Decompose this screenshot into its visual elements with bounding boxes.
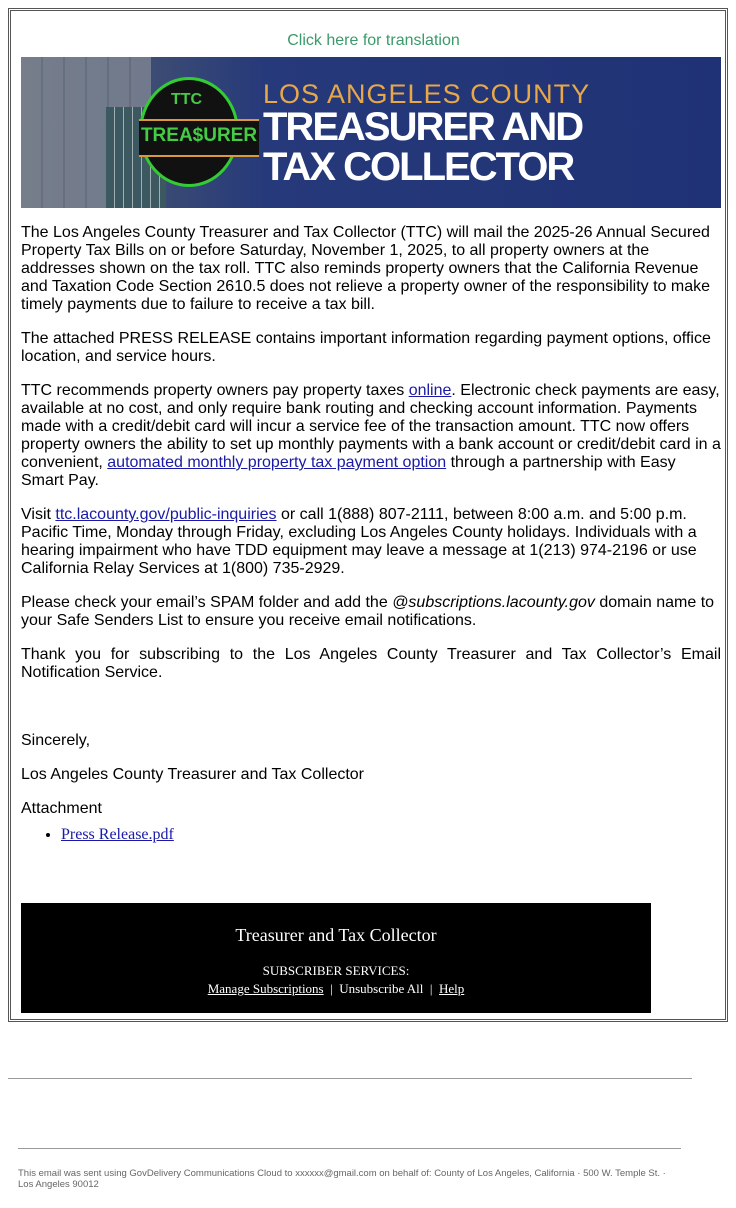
text: TTC recommends property owners pay property taxes [21, 382, 409, 399]
public-inquiries-link[interactable]: ttc.lacounty.gov/public-inquiries [55, 506, 277, 523]
paragraph-press-release: The attached PRESS RELEASE contains important information regarding payment options, office location, and service hours. [21, 330, 711, 365]
legal-footer: This email was sent using GovDelivery Communications Cloud to xxxxxx@gmail.com on behalf of: County of Los Angeles, California · 500 W. Temple St. · Los Angeles 90012 [18, 1168, 666, 1190]
translation-link[interactable]: Click here for translation [287, 32, 460, 49]
press-release-link[interactable]: Press Release.pdf [61, 826, 174, 843]
divider [18, 1148, 681, 1149]
footer-title: Treasurer and Tax Collector [235, 925, 437, 945]
manage-subscriptions-link[interactable]: Manage Subscriptions [207, 981, 324, 996]
subscriber-footer [21, 903, 651, 1013]
ttc-banner [21, 57, 721, 208]
text: through a partnership with Easy Smart Pay. [21, 454, 676, 489]
attachment-list [21, 826, 721, 844]
paragraph-spam [21, 594, 721, 630]
separator: | [429, 981, 433, 996]
attachment-item [61, 826, 721, 844]
subscriber-services-label: SUBSCRIBER SERVICES: [262, 963, 410, 978]
separator: | [330, 981, 333, 996]
divider [8, 1078, 692, 1079]
banner-title [263, 107, 582, 187]
footer-links [21, 981, 651, 997]
help-link[interactable]: Help [438, 981, 465, 996]
closing: Sincerely, [21, 732, 91, 749]
text: Please check your email’s SPAM folder and add the [21, 594, 393, 611]
text: Visit [21, 506, 56, 523]
email-body [21, 224, 721, 844]
attachment-label: Attachment [21, 800, 102, 817]
monthly-payment-link[interactable]: automated monthly property tax payment option [107, 454, 447, 471]
online-link[interactable]: online [408, 382, 452, 399]
text: . Electronic check payments are easy, available at no cost, and only require bank routing and checking account information. Payments made with a credit/debit card will incur a service fee of the transaction amount. TTC now offers property owners the ability to set up monthly payments with a bank account or credit/debit card in a convenient, [21, 382, 721, 471]
unsubscribe-all-link[interactable]: Unsubscribe All [339, 981, 424, 996]
banner-county: LOS ANGELES COUNTY [263, 79, 591, 109]
banner-title-line1: TREASURER AND [263, 105, 583, 149]
paragraph-payments [21, 382, 721, 490]
paragraph-contact [21, 506, 721, 578]
seal-band: TREA$URER [139, 119, 259, 157]
domain-text: @subscriptions.lacounty.gov [392, 594, 595, 611]
text: domain name to your Safe Senders List to ensure you receive email notifications. [21, 594, 715, 629]
text: or call 1(888) 807-2111, between 8:00 a.m. and 5:00 p.m. Pacific Time, Monday through Friday, excluding Los Angeles County holidays. Individuals with a hearing impairment who have TDD equipment may leave a message at 1(213) 974-2196 or use California Relay Services at 1(800) 735-2929. [21, 506, 697, 577]
signature: Los Angeles County Treasurer and Tax Collector [21, 766, 365, 783]
paragraph-mailing: The Los Angeles County Treasurer and Tax Collector (TTC) will mail the 2025-26 Annual Secured Property Tax Bills on or before Saturday, November 1, 2025, to all property owners at the addresses shown on the tax roll. TTC also reminds property owners that the California Revenue and Taxation Code Section 2610.5 does not relieve a property owner of the responsibility to make timely payments due to failure to receive a tax bill. [21, 224, 711, 313]
seal-ttc-text: TTC [171, 91, 203, 108]
banner-title-line2: TAX COLLECTOR [263, 145, 574, 189]
paragraph-thanks: Thank you for subscribing to the Los Angeles County Treasurer and Tax Collector’s Email Notification Service. [21, 646, 721, 681]
